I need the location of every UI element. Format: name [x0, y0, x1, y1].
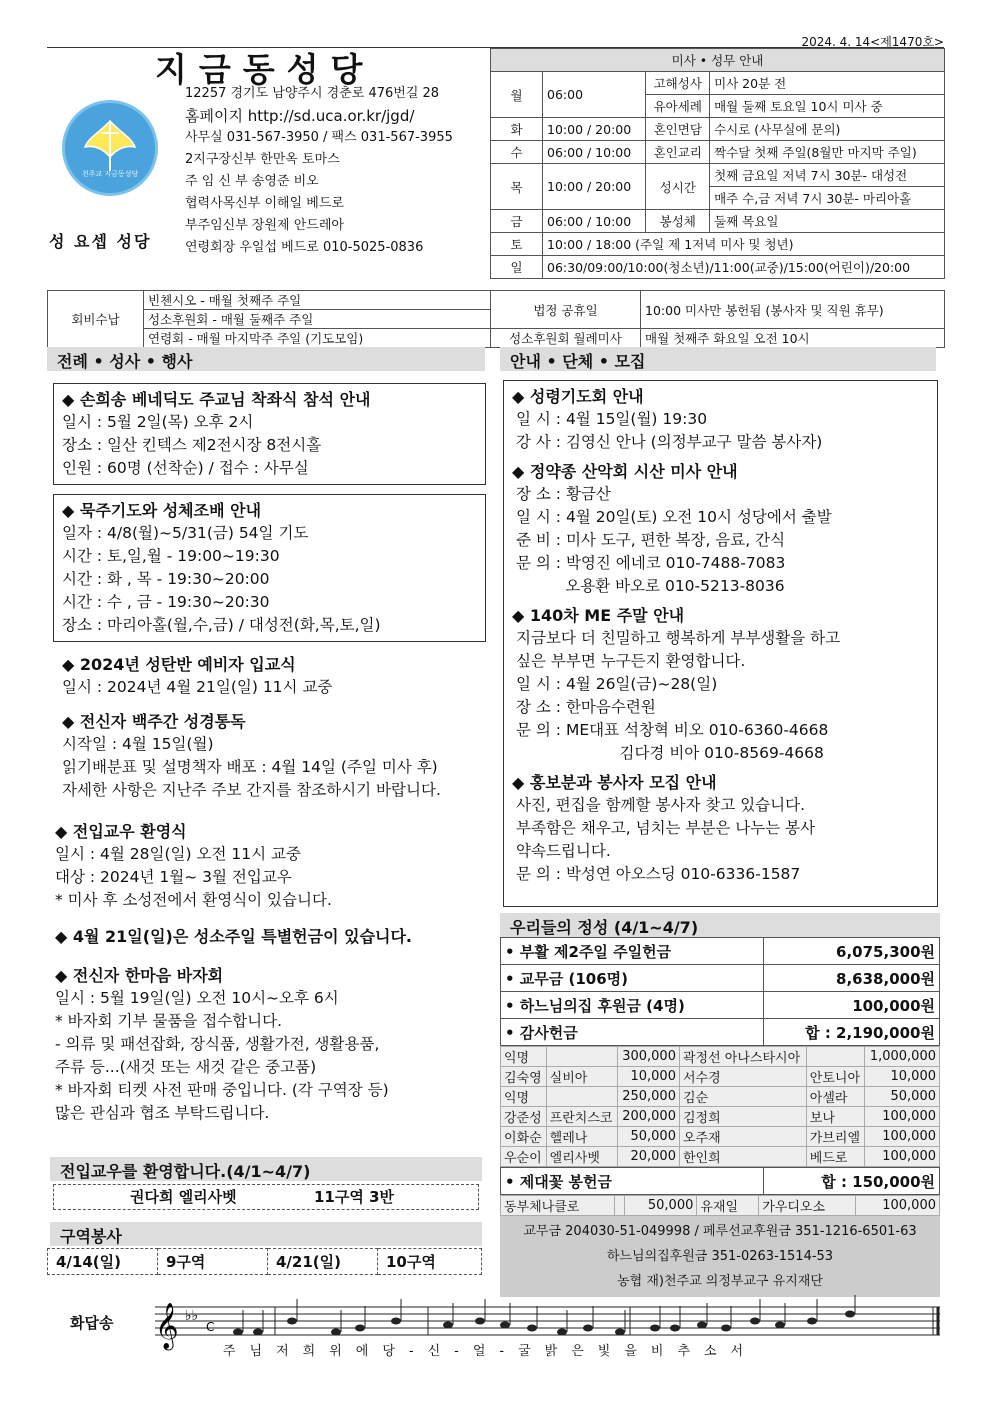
- hymn-label: 화답송: [70, 1314, 114, 1332]
- bazaar-notice: ◆ 전신자 한마음 바자회 일시 : 5월 19일(일) 오전 10시~오후 6시 * 바자회 기부 물품을 접수합니다. - 의류 및 패션잡화, 장식품, 생활가전, 생활용품, 주류 등...(새것 또는 새것 같은 중고품) * 바자회 티켓 사전 판매 중입니다. (각 구역장 등) 많은 관심과 협조 부탁드립니다.: [55, 966, 389, 1122]
- hymn-lyrics: 주님저희위에당-신-얼-굴밝은빛을비추소서: [223, 1344, 758, 1359]
- note-head: [775, 1322, 785, 1329]
- welcome-row: [53, 1184, 479, 1210]
- note-head: [807, 1318, 817, 1325]
- associate-priest: 협력사목신부 이해일 베드로: [185, 196, 344, 211]
- parish-logo: [62, 100, 158, 196]
- note-head: [650, 1325, 660, 1332]
- dues-label: 회비수납: [48, 291, 144, 348]
- logo-text: 천주교 지금동성당: [81, 170, 139, 178]
- thanks-row: 우순이 엘리사벳 20,000 한인희 베드로 100,000: [501, 1147, 940, 1167]
- catechumen-notice: ◆ 2024년 성탄반 예비자 입교식 일시 : 2024년 4월 21일(일) 11시 교중: [62, 655, 333, 696]
- note-head: [287, 1318, 297, 1325]
- thanks-row: 익명 300,000 곽정선 아나스타시아 1,000,000: [501, 1047, 940, 1067]
- holiday-value: 10:00 미사만 봉헌됨 (봉사자 및 직원 휴무): [641, 291, 945, 329]
- note-head: [615, 1329, 625, 1336]
- note-head: [670, 1325, 680, 1332]
- flower-offering-header: • 제대꽃 봉헌금 합 : 150,000원: [500, 1167, 940, 1195]
- thanks-row: 강준성 프란치스코 200,000 김정희 보나 100,000: [501, 1107, 940, 1127]
- svg-text:♭♭: ♭♭: [185, 1308, 199, 1324]
- service-header: 구역봉사: [50, 1222, 482, 1246]
- note-head: [355, 1325, 365, 1332]
- offering-main-table: • 부활 제2주일 주일헌금 6,075,300원 • 교무금 (106명) 8,638,000원 • 하느님의집 후원금 (4명) 100,000원 • 감사헌금 합 : 2,190,000원: [500, 937, 940, 1046]
- left-section-header: 전례 • 성사 • 행사: [47, 347, 485, 371]
- right-notices: ◆ 성령기도회 안내 일 시 : 4월 15일(월) 19:30 강 사 : 김영신 안나 (의정부교구 말씀 봉사자) ◆ 정약종 산악회 시산 미사 안내 장 소 : 황금산 일 시 : 4월 20일(토) 오전 10시 성당에서 출발 준 비 : 미사 도구, 편한 복장, 음료, 간식 문 의 : 박영진 에네코 010-7488-7083 오용환 바오로 010-5213-8036 ◆ 140차 ME 주말 안내 지금보다 더 친밀하고 행복하게 부부생활을 하고 싶은 부부면 누구든지 환영합니다. 일 시 : 4월 26일(금)~28(일) 장 소 : 한마음수련원 문 의 : ME대표 석창혁 비오 010-6360-4668 김다경 비아 010-8569-4668 ◆ 홍보분과 봉사자 모집 안내 사진, 편집을 함께할 봉사자 찾고 있습니다. 부족함은 채우고, 넘치는 부분은 나누는 봉사 약속드립니다. 문 의 : 박성연 아오스딩 010-6336-1587: [503, 380, 938, 907]
- patron-saint: 성 요셉 성당: [49, 232, 152, 251]
- dues-table: 회비수납 빈첸시오 - 매월 첫째주 주일 법정 공휴일 10:00 미사만 봉헌됨 (봉사자 및 직원 휴무) 성소후원회 - 매월 둘째주 주일 연령회 - 매월 마지막주 주일 (기도모임) 성소후원회 월례미사 매월 첫째주 화요일 오전 10시: [47, 290, 945, 348]
- rosary-notice: ◆ 묵주기도와 성체조배 안내 일자 : 4/8(월)~5/31(금) 54일 기도 시간 : 토,일,월 - 19:00~19:30 시간 : 화 , 목 - 19:30~20:00 시간 : 수 , 금 - 19:30~20:30 장소 : 마리아홀(월,수,금) / 대성전(화,목,토,일): [53, 494, 486, 642]
- vocation-offering-notice: ◆ 4월 21일(일)은 성소주일 특별헌금이 있습니다.: [55, 927, 413, 946]
- thanks-offering-table: [500, 1046, 940, 1167]
- account-info: 교무금 204030-51-049998 / 페루선교후원금 351-1216-6501-63 하느님의집후원금 351-0263-1514-53 농협 재)천주교 의정부교구 유지재단: [500, 1216, 940, 1297]
- offering-section: [500, 913, 940, 1297]
- issue-number: 2024. 4. 14<제1470호>: [801, 35, 944, 49]
- parish-info: [185, 83, 453, 259]
- treble-clef-icon: 𝄞: [155, 1303, 179, 1349]
- note-head: [391, 1318, 401, 1325]
- thanks-row: 김숙영 실비아 10,000 서수경 안토니아 10,000: [501, 1067, 940, 1087]
- right-section-header: 안내 • 단체 • 모집: [500, 347, 936, 371]
- note-head: [475, 1318, 485, 1325]
- welcome-ceremony-notice: ◆ 전입교우 환영식 일시 : 4월 28일(일) 오전 11시 교중 대상 : 2024년 1월~ 3월 전입교우 * 미사 후 소성전에서 환영식이 있습니다.: [55, 822, 332, 909]
- thanks-row: 익명 250,000 김순 아셀라 50,000: [501, 1087, 940, 1107]
- parish-title: 지금동성당: [155, 50, 375, 89]
- schedule-title: 미사 • 성무 안내: [491, 49, 945, 72]
- note-head: [233, 1329, 243, 1336]
- holiday-label: 법정 공휴일: [491, 291, 641, 329]
- address: 12257 경기도 남양주시 경춘로 476번길 28: [185, 86, 440, 101]
- flower-offering-table: [500, 1195, 940, 1216]
- pastor: 주 임 신 부 송영준 비오: [185, 174, 319, 189]
- welcome-header: 전입교우를 환영합니다.(4/1~4/7): [50, 1157, 482, 1181]
- district-priest: 2지구장신부 한만옥 토마스: [185, 152, 340, 167]
- bishop-notice: ◆ 손희송 베네딕도 주교님 착좌식 참석 안내 일시 : 5월 2일(목) 오후 2시 장소 : 일산 킨텍스 제2전시장 8전시홀 인원 : 60명 (선착순) / 접수 : 사무실: [53, 383, 486, 485]
- mass-schedule-table: 미사 • 성무 안내 월 06:00 고해성사 미사 20분 전 유아세례 매월 둘째 토요일 10시 미사 중 화 10:00 / 20:00 혼인면담 수시로 (사무실에 문의) 혼인교리 짝수달 첫째 주일(8월만 마지막 주일) 수 06:00 / 10:00 목 10:00 / 20:00 성시간 첫째 금요일 저녁 7시 30분- 대성전 매주 수,금 저녁 7시 30분- 마리아홀 금 06:00 / 10:00 봉성체 둘째 목요일 토 10:00 / 18:00 (주일 제 1저녁 미사 및 청년) 일 06:30/09:00/10:00(청소년)/11:00(교중)/15:00(어린이)/20:00: [490, 48, 945, 279]
- offering-header: 우리들의 정성 (4/1~4/7): [500, 913, 940, 937]
- note-head: [845, 1311, 855, 1318]
- note-head: [253, 1329, 263, 1336]
- note-head: [500, 1322, 510, 1329]
- note-head: [583, 1325, 593, 1332]
- note-head: [721, 1325, 731, 1332]
- welcome-name: 권다희 엘리사벳: [130, 1188, 237, 1206]
- hymn-notes: [233, 1295, 855, 1336]
- svg-text:C: C: [206, 1320, 215, 1334]
- note-head: [331, 1329, 341, 1336]
- funeral-chief: 연령회장 우일섭 베드로 010-5025-0836: [185, 240, 424, 255]
- homepage-link[interactable]: 홈페이지 http://sd.uca.or.kr/jgd/: [185, 107, 415, 125]
- service-table: 4/14(일) 9구역 4/21(일) 10구역: [47, 1248, 482, 1275]
- note-head: [443, 1322, 453, 1329]
- flower-row: 동부체나클로 50,000 유재일 가우디오소 100,000: [501, 1196, 940, 1216]
- thanks-row: 이화순 헬레나 50,000 오주재 가브리엘 100,000: [501, 1127, 940, 1147]
- bible-reading-notice: ◆ 전신자 백주간 성경통독 시작일 : 4월 15일(월) 읽기배분표 및 설명책자 배포 : 4월 14일 (주일 미사 후) 자세한 사항은 지난주 주보 간지를 참조하시기 바랍니다.: [62, 712, 441, 799]
- note-head: [697, 1322, 707, 1329]
- phone: 사무실 031-567-3950 / 팩스 031-567-3955: [185, 130, 453, 145]
- note-head: [527, 1325, 537, 1332]
- note-head: [750, 1318, 760, 1325]
- assistant-priest: 부주임신부 장원제 안드레아: [185, 218, 344, 233]
- note-head: [557, 1329, 567, 1336]
- welcome-zone: 11구역 3반: [314, 1188, 395, 1206]
